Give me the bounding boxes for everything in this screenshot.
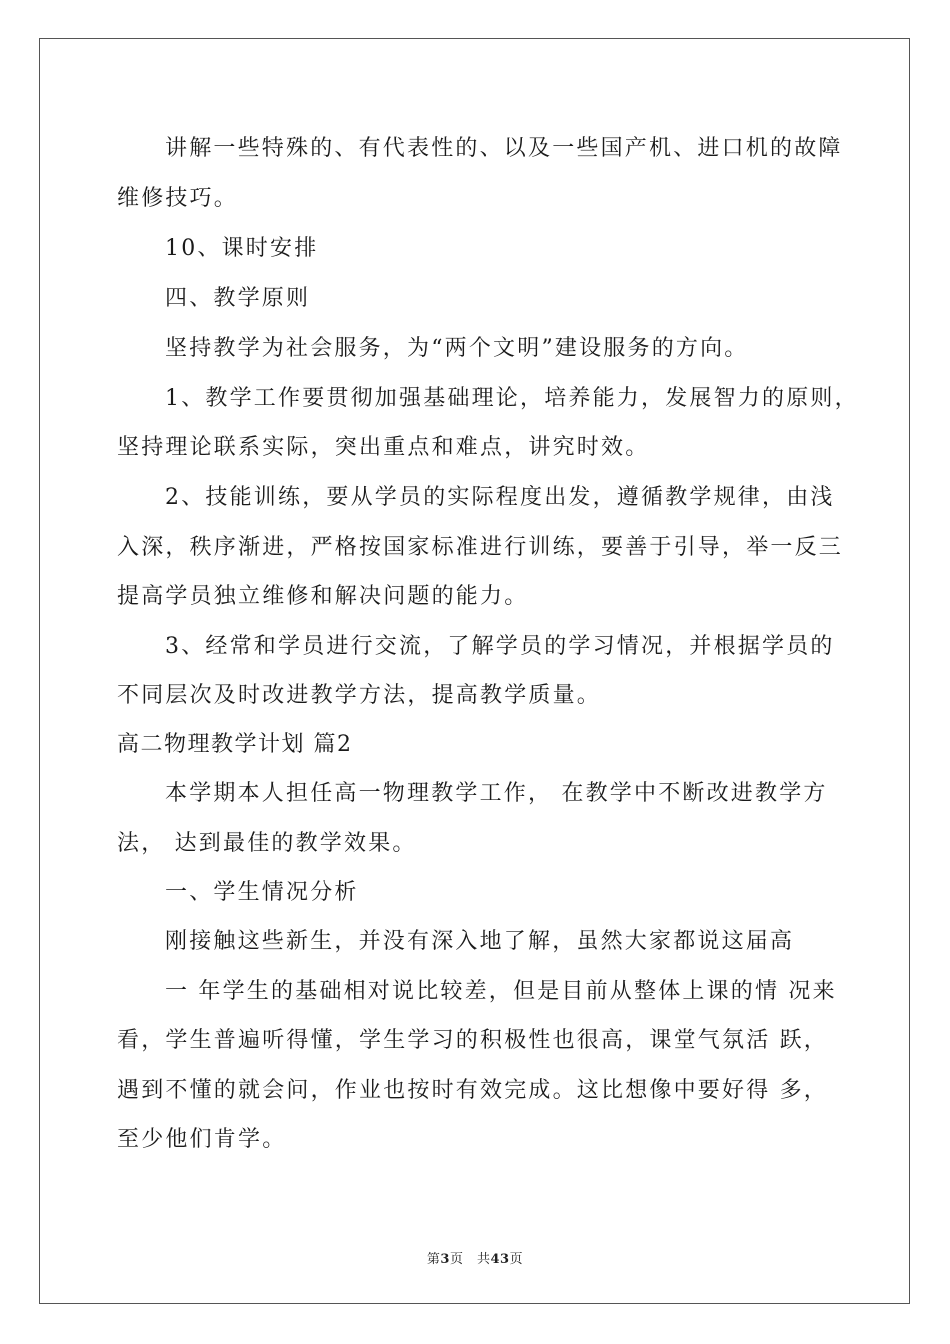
- document-title: 高二物理教学计划 篇2: [117, 732, 353, 757]
- page-border: [39, 38, 910, 1304]
- text-line: 维修技巧。: [117, 186, 239, 211]
- text-line: 看，学生普遍听得懂，学生学习的积极性也很高，课堂气氛活 跃，: [117, 1028, 828, 1053]
- text-line: 一 年学生的基础相对说比较差，但是目前从整体上课的情 况来: [165, 979, 837, 1004]
- text-line: 遇到不懂的就会问，作业也按时有效完成。这比想像中要好得 多，: [117, 1078, 828, 1103]
- text-line: 3、经常和学员进行交流，了解学员的学习情况，并根据学员的: [165, 634, 835, 659]
- total-page-count: 43: [490, 1252, 510, 1267]
- current-page-number: 3: [440, 1252, 450, 1267]
- text-line: 法， 达到最佳的教学效果。: [117, 831, 417, 856]
- page-footer: [0, 1248, 950, 1267]
- text-line: 不同层次及时改进教学方法，提高教学质量。: [117, 683, 602, 708]
- text-line: 2、技能训练，要从学员的实际程度出发，遵循教学规律，由浅: [165, 485, 835, 510]
- section-item: 10、课时安排: [165, 236, 319, 261]
- text-line: 至少他们肯学。: [117, 1127, 287, 1152]
- text-line: 刚接触这些新生，并没有深入地了解，虽然大家都说这届高: [165, 929, 795, 954]
- text-line: 讲解一些特殊的、有代表性的、以及一些国产机、进口机的故障: [165, 136, 843, 161]
- text-line: 1、教学工作要贯彻加强基础理论，培养能力，发展智力的原则，: [165, 386, 859, 411]
- text-line: 本学期本人担任高一物理教学工作， 在教学中不断改进教学方: [165, 781, 828, 806]
- footer-suffix: 页: [509, 1252, 524, 1267]
- text-line: 坚持理论联系实际，突出重点和难点，讲究时效。: [117, 435, 650, 460]
- footer-prefix: 第: [426, 1252, 441, 1267]
- text-line: 入深，秩序渐进，严格按国家标准进行训练，要善于引导，举一反三: [117, 535, 844, 560]
- footer-middle: 页 共: [449, 1252, 491, 1267]
- text-line: 坚持教学为社会服务，为“两个文明”建设服务的方向。: [165, 336, 749, 361]
- section-heading: 四、教学原则: [165, 286, 311, 311]
- text-line: 提高学员独立维修和解决问题的能力。: [117, 584, 529, 609]
- section-heading: 一、学生情况分析: [165, 880, 359, 905]
